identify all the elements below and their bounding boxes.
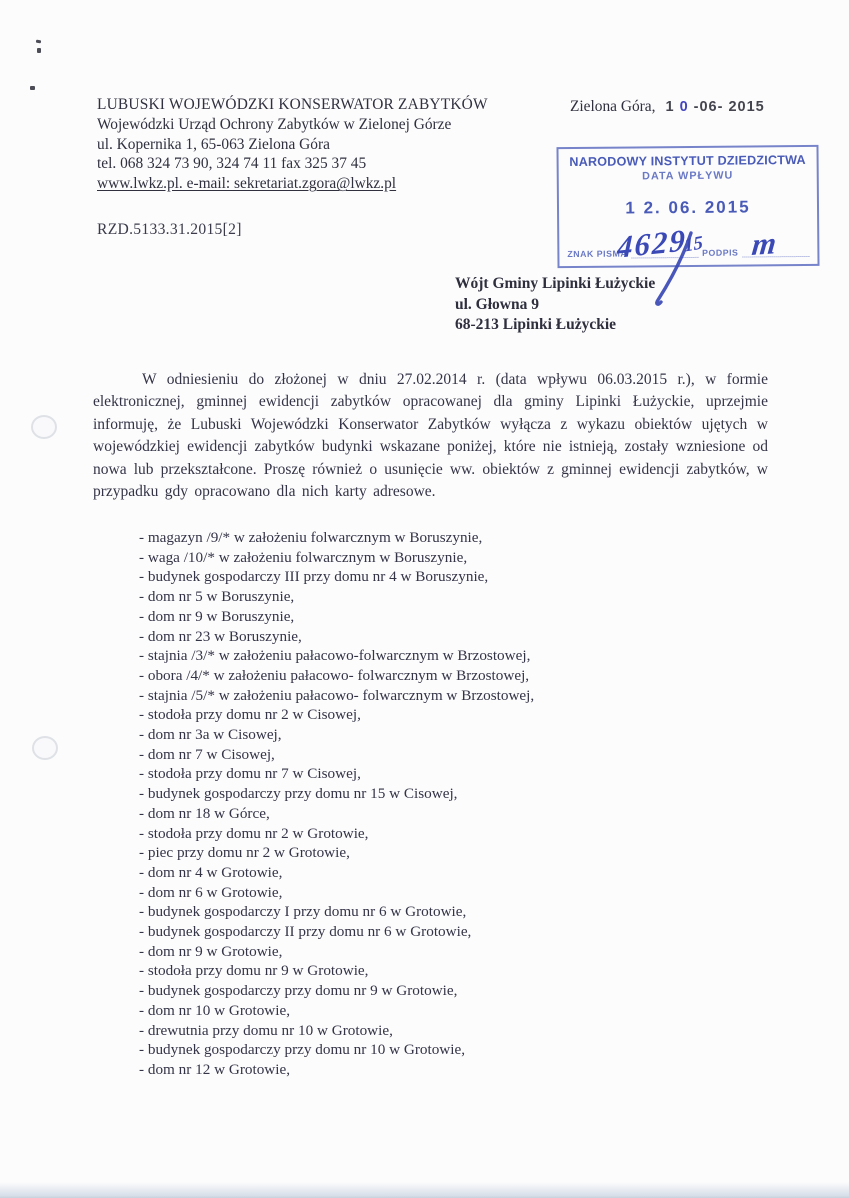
list-item: - stodoła przy domu nr 9 w Grotowie, [139, 962, 369, 980]
list-item: - piec przy domu nr 2 w Grotowie, [139, 844, 350, 862]
list-item: - budynek gospodarczy II przy domu nr 6 w Grotowie, [139, 923, 472, 941]
list-item: - dom nr 23 w Boruszynie, [139, 627, 302, 645]
sender-phone: tel. 068 324 73 90, 324 74 11 fax 325 37 45 [97, 155, 367, 173]
list-item: - dom nr 12 w Grotowie, [139, 1060, 291, 1078]
sender-address: ul. Kopernika 1, 65-063 Zielona Góra [97, 135, 330, 153]
sender-office: Wojewódzki Urząd Ochrony Zabytków w Zielonej Górze [97, 115, 452, 133]
place-label: Zielona Góra, [570, 98, 656, 115]
sender-letterhead [97, 95, 488, 194]
list-item: - dom nr 10 w Grotowie, [139, 1001, 291, 1019]
scan-speck [36, 40, 41, 44]
scan-edge-shadow [0, 1182, 849, 1198]
list-item: - stodoła przy domu nr 7 w Cisowej, [139, 765, 361, 783]
inked-zero-digit: 0 [679, 99, 689, 115]
list-item: - budynek gospodarczy I przy domu nr 6 w Grotowie, [139, 903, 467, 921]
stamp-institution: NARODOWY INSTYTUT DZIEDZICTWA [569, 152, 806, 170]
hole-punch-mark [32, 736, 58, 760]
list-item: - dom nr 7 w Cisowej, [139, 745, 275, 763]
list-item: - stodoła przy domu nr 2 w Cisowej, [139, 706, 361, 724]
recipient-street: ul. Głowna 9 [455, 295, 539, 313]
list-item: - budynek gospodarczy przy domu nr 10 w Grotowie, [139, 1041, 466, 1059]
recipient-name: Wójt Gminy Lipinki Łużyckie [455, 275, 656, 292]
hole-punch-mark [31, 415, 57, 439]
list-item: - dom nr 4 w Grotowie, [139, 863, 283, 881]
scan-speck [37, 48, 41, 53]
recipient-block [455, 274, 655, 336]
list-item: - budynek gospodarczy przy domu nr 9 w Grotowie, [139, 982, 458, 1000]
list-item: - drewutnia przy domu nr 10 w Grotowie, [139, 1021, 393, 1039]
list-item: - waga /10/* w założeniu folwarcznym w Boruszynie, [139, 548, 468, 566]
list-item: - dom nr 6 w Grotowie, [139, 883, 283, 901]
stamp-znak-label: ZNAK PISMA [567, 248, 628, 260]
body-paragraph: W odniesieniu do złożonej w dniu 27.02.2014 r. (data wpływu 06.03.2015 r.), w formie elektronicznej, gminnej ewidencji zabytków opracowanej dla gminy Lipinki Łużyckie, uprzejmie informuję, że Lubuski Wojewódzki Konserwator Zabytków wyłącza z wykazu obiektów ujętych w wojewódzkiej ewidencji zabytków budynki wskazane poniżej, które nie istnieją, zostały wzniesione od nowa lub przekształcone. Proszę również o usunięcie ww. obiektów z gminnej ewidencji zabytków, w przypadku gdy opracowano dla nich karty adresowe. [93, 371, 768, 501]
stamped-date: 1 0 -06- 2015 [665, 99, 765, 115]
sender-web-email: www.lwkz.pl. e-mail: sekretariat.zgora@lwkz.pl [97, 175, 397, 193]
receipt-stamp [556, 145, 819, 268]
sender-name: LUBUSKI WOJEWÓDZKI KONSERWATOR ZABYTKÓW [97, 96, 488, 113]
list-item: - magazyn /9/* w założeniu folwarcznym w Boruszynie, [139, 529, 483, 546]
handwritten-znak-year: 15 [683, 232, 704, 257]
excluded-buildings-list [139, 528, 534, 1080]
list-item: - budynek gospodarczy III przy domu nr 4 w Boruszynie, [139, 568, 489, 586]
list-item: - dom nr 9 w Boruszynie, [139, 607, 295, 625]
recipient-city: 68-213 Lipinki Łużyckie [455, 316, 617, 334]
list-item: - dom nr 9 w Grotowie, [139, 942, 283, 960]
handwritten-znak-number: 4629 [616, 222, 688, 265]
stamp-podpis-label: PODPIS [702, 247, 739, 258]
list-item: - dom nr 18 w Górce, [139, 804, 270, 822]
list-item: - stajnia /5/* w założeniu pałacowo- folwarcznym w Brzostowej, [139, 686, 535, 704]
handwritten-signature-initial: m [750, 224, 779, 263]
list-item: - dom nr 3a w Cisowej, [139, 726, 282, 744]
list-item: - stajnia /3/* w założeniu pałacowo-folwarcznym w Brzostowej, [139, 647, 531, 665]
list-item: - stodoła przy domu nr 2 w Grotowie, [139, 824, 369, 842]
list-item: - dom nr 5 w Boruszynie, [139, 588, 295, 606]
reference-number: RZD.5133.31.2015[2] [97, 221, 242, 238]
place-date-line [570, 98, 765, 116]
stamp-date-value: 1 2. 06. 2015 [625, 197, 751, 218]
dotted-leader [742, 247, 809, 258]
dotted-leader [631, 248, 698, 259]
list-item: - obora /4/* w założeniu pałacowo- folwarcznym w Brzostowej, [139, 666, 530, 684]
list-item: - budynek gospodarczy przy domu nr 15 w Cisowej, [139, 785, 458, 803]
stamp-bottom-row [567, 247, 809, 259]
stamp-date-label: DATA WPŁYWU [642, 169, 734, 183]
scan-speck [30, 86, 35, 90]
